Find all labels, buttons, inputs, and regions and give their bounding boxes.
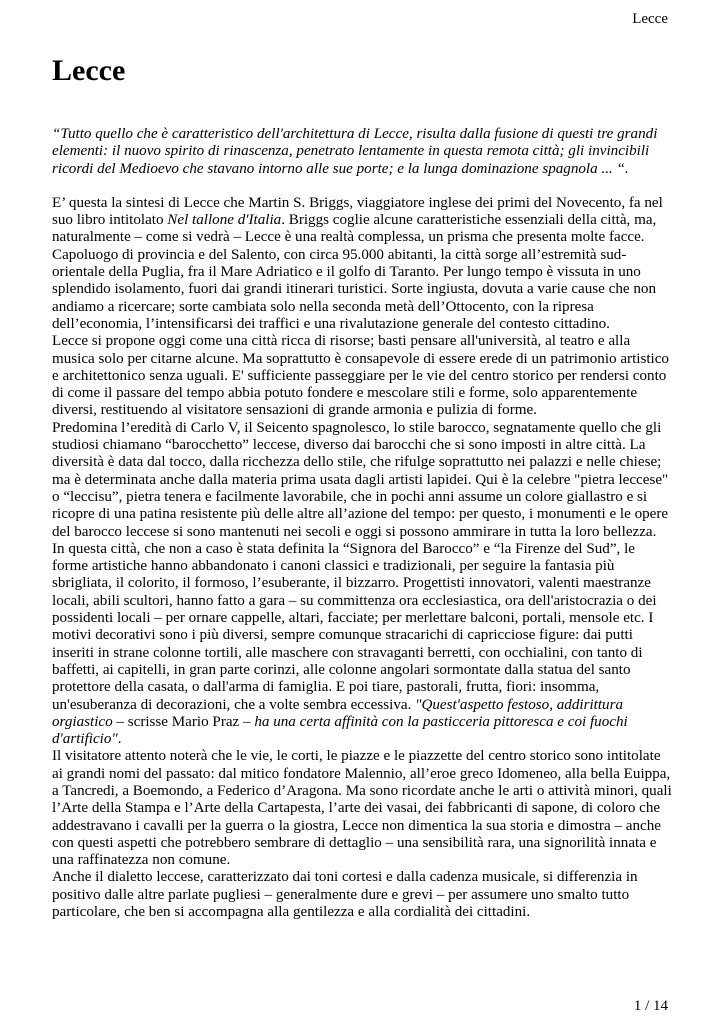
document-title: Lecce [52, 54, 126, 87]
paragraph-text: . [117, 731, 122, 748]
running-header: Lecce [632, 11, 668, 27]
praz-quote-part2: ha una certa affinità con la pasticceria pittoresca e coi fuochi d'artificio" [52, 713, 628, 748]
book-title: Nel tallone d'Italia [167, 212, 282, 229]
paragraph-resources: Lecce si propone oggi come una città ricca di risorse; basti pensare all'università, al teatro e alla musica solo per citarne alcune. Ma soprattutto è consapevole di essere erede di un patrimonio artistico e architettonico senza uguali. E' sufficiente passeggiare per le vie del centro storico per rendersi conto di come il passare del tempo abbia potuto fondere e mescolare stili e forme, solo apparentemente diversi, restituendo al visitatore sensazioni di grande armonia e pulizia di forme. [52, 333, 669, 419]
paragraph-decoration [52, 541, 672, 749]
paragraph-intro [52, 195, 672, 247]
document-body [52, 126, 672, 921]
paragraph-baroque: Predomina l’eredità di Carlo V, il Seicento spagnolesco, lo stile barocco, segnatamente quello che gli studiosi chiamano “barocchetto” leccese, diverso dai barocchi che si sono imposti in altre città. La diversità è data dal tocco, dalla ricchezza dello stile, che rifulge soprattutto nei palazzi e nelle chiese; ma è determinata anche dalla materia prima usata dagli artisti lapidei. Qui è la celebre "pietra leccese" o “leccisu”, pietra tenera e facilmente lavorabile, che in pochi anni assume un colore giallastro e si ricopre di una patina resistente più delle altre all’azione del tempo: per questo, i monumenti e le opere del barocco leccese si sono mantenuti nei secoli e oggi si possono ammirare in tutta la loro bellezza. [52, 419, 669, 540]
paragraph-text: E’ questa la sintesi di Lecce che Martin S. Briggs, viaggiatore inglese dei primi del Novecento, fa nel suo libro intitolato [52, 194, 663, 229]
paragraph-geography: Capoluogo di provincia e del Salento, con circa 95.000 abitanti, la città sorge all’estremità sud-orientale della Puglia, fra il Mare Adriatico e il golfo di Taranto. Per lungo tempo è vissuta in uno splendido isolamento, fuori dai grandi itinerari turistici. Sorte ingiusta, dovuta a varie cause che non andiamo a ricercare; sorte cambiata solo nella seconda metà dell’Ottocento, con la ripresa dell’economia, l’intensificarsi dei traffici e una rivalutazione generale del contesto cittadino. [52, 246, 657, 332]
paragraph-streets: Il visitatore attento noterà che le vie, le corti, le piazze e le piazzette del centro storico sono intitolate ai grandi nomi del passato: dal mitico fondatore Malennio, all’eroe greco Idomeneo, alla bella Euippa, a Tancredi, a Boemondo, a Federico d’Aragona. Ma sono ricordate anche le arti o attività minori, quali l’Arte della Stampa e l’Arte della Cartapesta, l’arte dei vasai, dei fabbricanti di sapone, di coloro che addestravano i cavalli per la guerra o la giostra, Lecce non dimentica la sua storia e dimostra – anche con questi aspetti che potrebbero sembrare di dettaglio – una sensibilità rara, una signorilità innata e una raffinatezza non comune. [52, 748, 672, 869]
page-number: 1 / 14 [633, 998, 668, 1014]
paragraph-text: In questa città, che non a caso è stata definita la “Signora del Barocco” e “la Firenze del Sud”, le forme artistiche hanno abbandonato i canoni classici e tradizionali, per seguire la fantasia più sbrigliata, il colorito, il formoso, l’esuberante, il bizzarro. Progettisti innovatori, valenti maestranze locali, abili scultori, hanno fatto a gara – su committenza ora ecclesiastica, ora dell'aristocrazia o dei possidenti locali – per ornare cappelle, altari, facciate; per merlettare balconi, portali, mensole etc. I motivi decorativi sono i più diversi, sempre comunque stracarichi di capricciose figure: dai putti inseriti in strane colonne tortili, alle maschere con stravaganti berretti, con occhialini, con tanto di baffetti, ai capitelli, in gran parte corinzi, alle colonne angolari sormontate dalla statua del santo protettore della casata, o dall'arma di famiglia. E poi tiare, pastorali, frutta, fiori: insomma, un'esuberanza di decorazioni, che a volte sembra eccessiva. [52, 540, 657, 713]
paragraph-text: – scrisse Mario Praz – [112, 713, 255, 730]
paragraph-text: . Briggs coglie alcune caratteristiche essenziali della città, ma, naturalmente – come si vedrà – Lecce è una realtà complessa, un prisma che presenta molte facce. [52, 212, 657, 246]
opening-quote: “Tutto quello che è caratteristico dell'architettura di Lecce, risulta dalla fusione di questi tre grandi elementi: il nuovo spirito di rinascenza, penetrato lentamente in questa remota città; gli invincibili ricordi del Medioevo che stavano intorno alle sue porte; e la lunga dominazione spagnola ... “. [52, 126, 658, 177]
praz-quote-part1: "Quest'aspetto festoso, addirittura orgiastico [52, 696, 624, 730]
paragraph-dialect: Anche il dialetto leccese, caratterizzato dai toni cortesi e dalla cadenza musicale, si differenzia in positivo dalle altre parlate pugliesi – generalmente dure e grevi – per assumere uno smalto tutto particolare, che ben si accompagna alla gentilezza e alla cordialità dei cittadini. [52, 869, 638, 921]
